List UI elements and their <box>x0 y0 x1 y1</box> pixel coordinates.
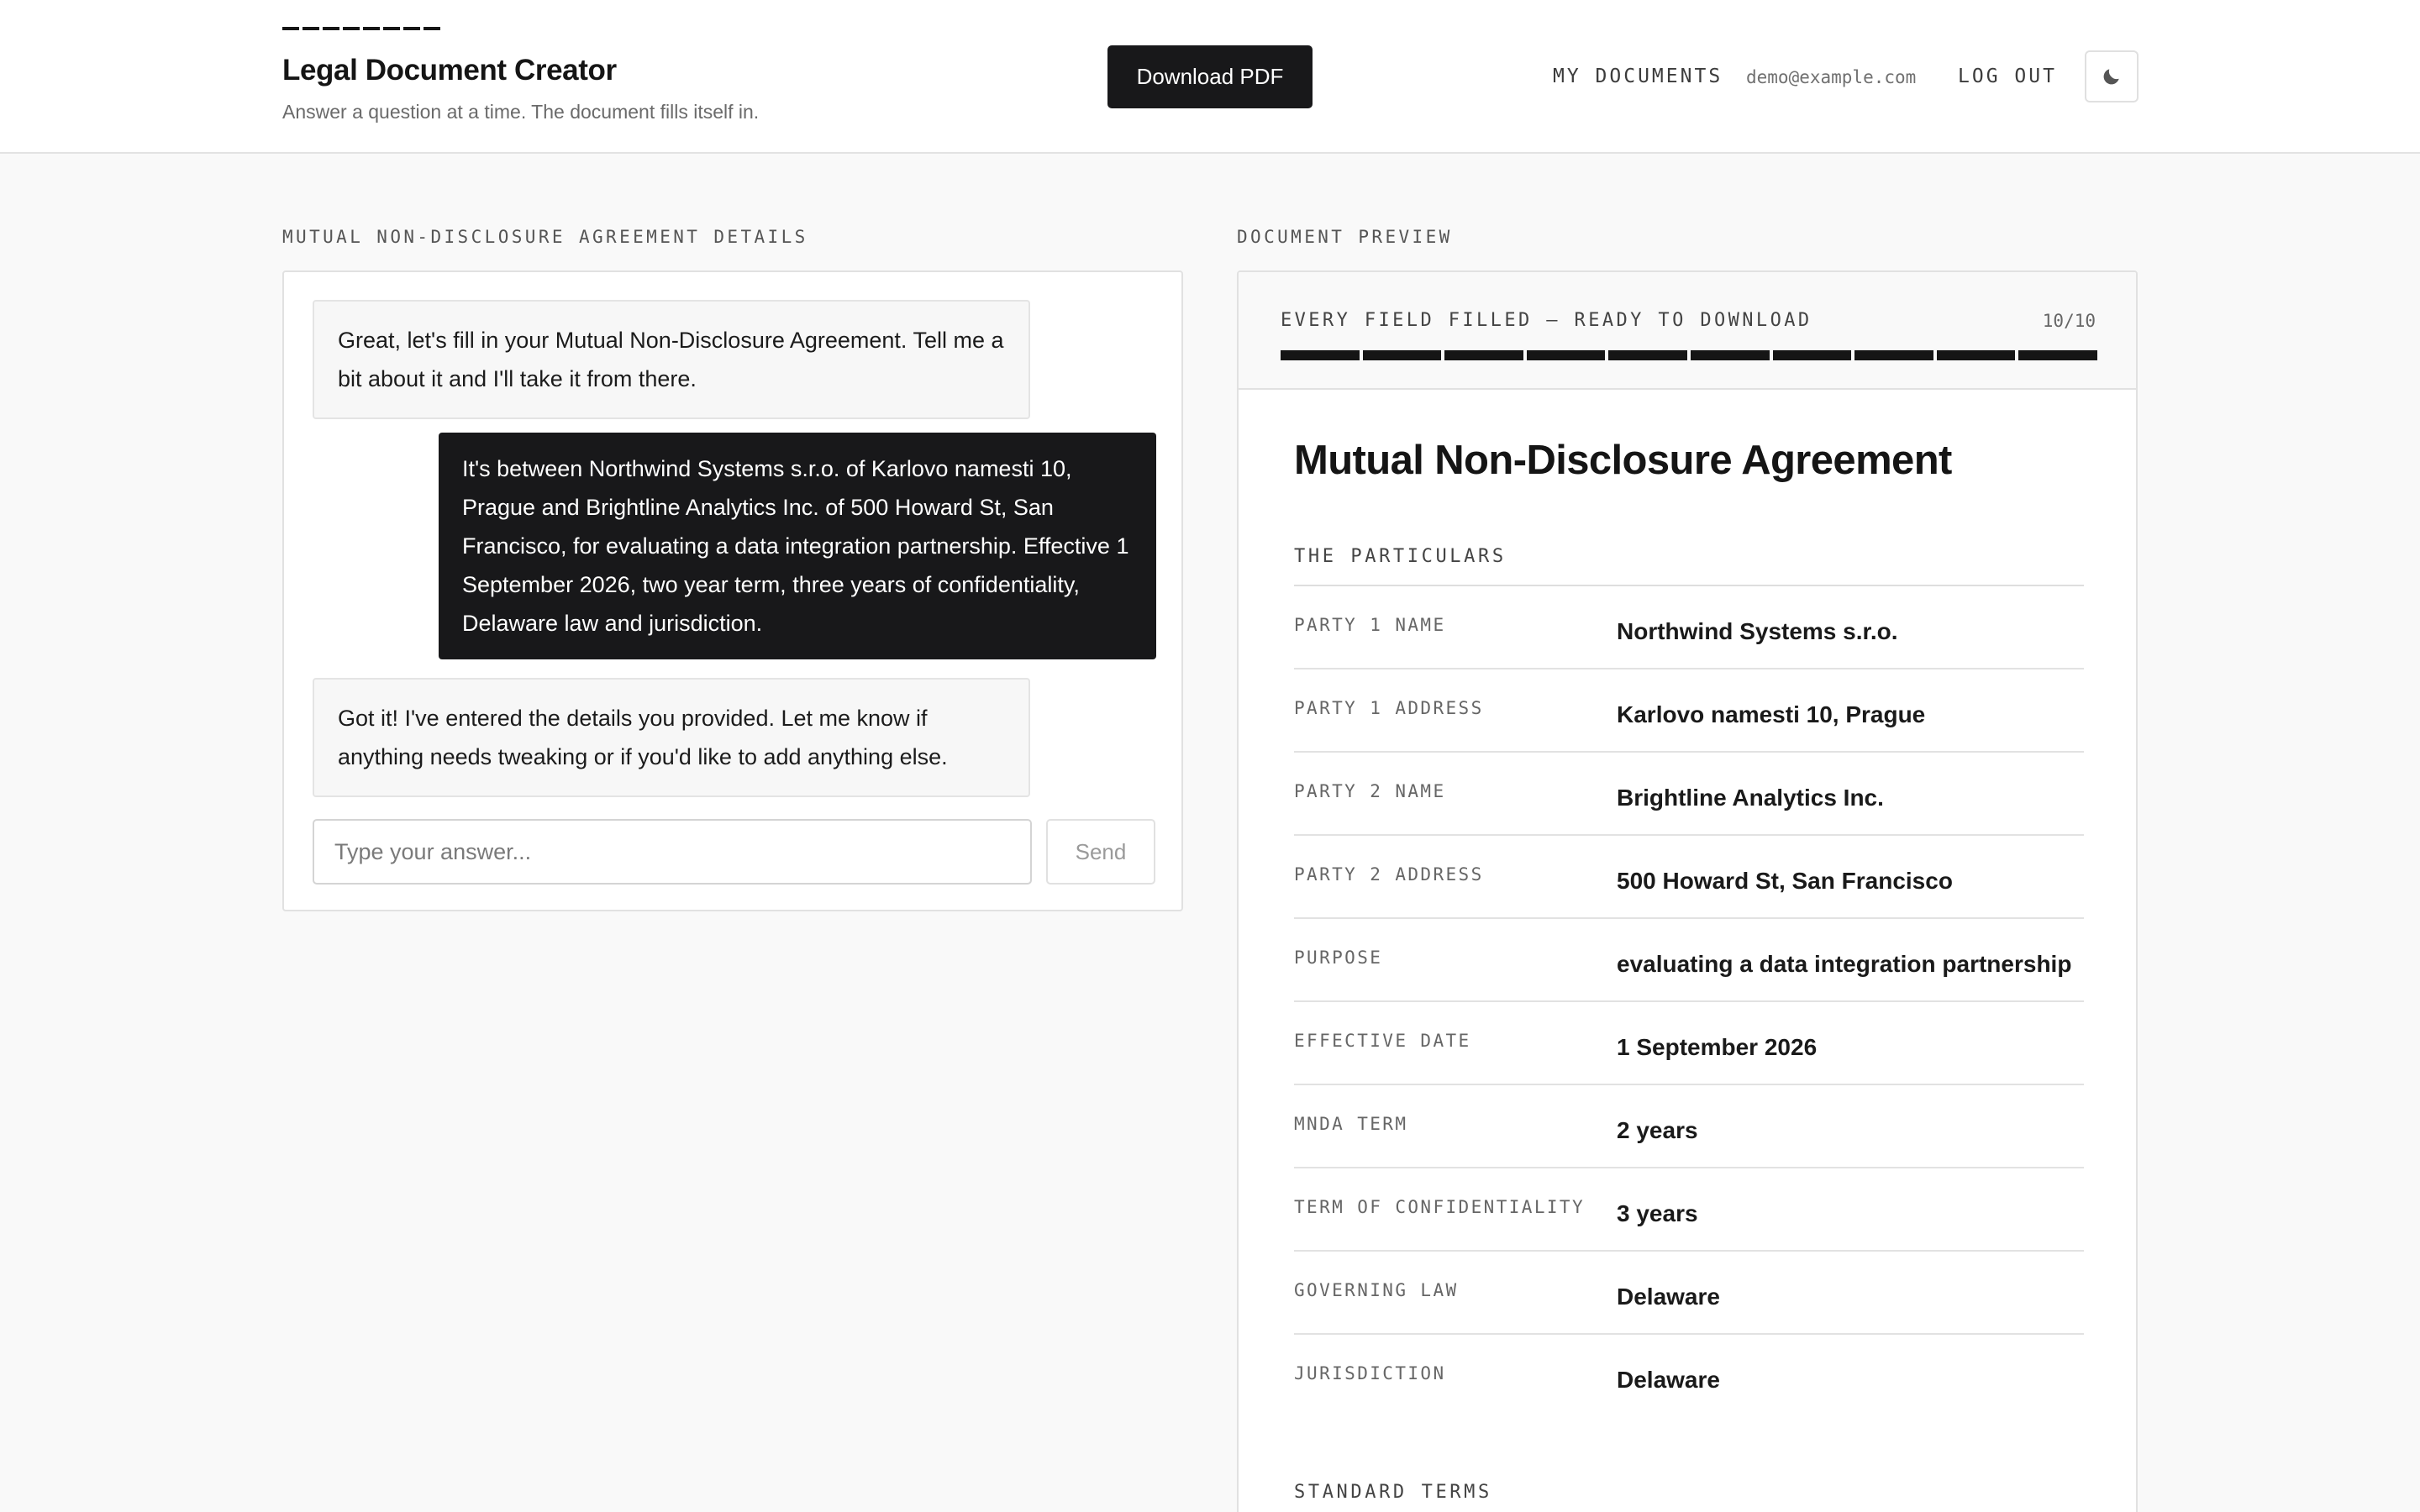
progress-segment <box>1527 350 1606 360</box>
download-pdf-button[interactable]: Download PDF <box>1107 45 1313 108</box>
answer-input[interactable] <box>313 819 1032 885</box>
progress-count: 10/10 <box>2042 311 2096 331</box>
field-value: Delaware <box>1617 1284 1720 1310</box>
field-value: Delaware <box>1617 1367 1720 1393</box>
field-label: PARTY 1 ADDRESS <box>1294 698 1484 718</box>
field-label: PURPOSE <box>1294 948 1383 968</box>
field-label: PARTY 2 ADDRESS <box>1294 864 1484 885</box>
chat-panel <box>282 270 1183 911</box>
document-preview-panel <box>1237 270 2138 1512</box>
app-subtitle: Answer a question at a time. The document fills itself in. <box>282 101 760 123</box>
brand-mark <box>282 27 444 30</box>
progress-header <box>1239 272 2136 390</box>
field-label: TERM OF CONFIDENTIALITY <box>1294 1197 1585 1217</box>
progress-segment <box>1854 350 1933 360</box>
send-button[interactable]: Send <box>1046 819 1155 885</box>
particulars-heading: THE PARTICULARS <box>1294 546 1507 567</box>
app-title: Legal Document Creator <box>282 54 617 87</box>
field-row <box>1294 1252 2084 1335</box>
field-value: Karlovo namesti 10, Prague <box>1617 701 1926 727</box>
field-row <box>1294 919 2084 1002</box>
app-header <box>0 0 2420 154</box>
logout-link[interactable]: LOG OUT <box>1958 66 2057 87</box>
field-value: evaluating a data integration partnership <box>1617 951 2072 977</box>
assistant-message: Got it! I've entered the details you provided. Let me know if anything needs tweaking or if you'd like to add anything else. <box>313 678 1030 797</box>
standard-terms-heading: STANDARD TERMS <box>1294 1482 1492 1503</box>
user-message: It's between Northwind Systems s.r.o. of Karlovo namesti 10, Prague and Brightline Analytics Inc. of 500 Howard St, San Francisco, for evaluating a data integration partnership. Effective 1 September 2026, two year term, three years of confidentiality, Delaware law and jurisdiction. <box>439 433 1156 659</box>
field-value: Northwind Systems s.r.o. <box>1617 618 1898 644</box>
moon-icon <box>2101 66 2123 87</box>
progress-segment <box>1363 350 1442 360</box>
field-row <box>1294 1085 2084 1168</box>
user-email: demo@example.com <box>1746 67 1917 87</box>
field-label: PARTY 1 NAME <box>1294 615 1446 635</box>
assistant-message: Great, let's fill in your Mutual Non-Disclosure Agreement. Tell me a bit about it and I'll take it from there. <box>313 300 1030 419</box>
progress-segment <box>1608 350 1687 360</box>
chat-section-label: MUTUAL NON-DISCLOSURE AGREEMENT DETAILS <box>282 227 808 247</box>
field-label: EFFECTIVE DATE <box>1294 1031 1471 1051</box>
progress-segment <box>1691 350 1770 360</box>
particulars-list <box>1294 586 2084 1418</box>
field-row <box>1294 836 2084 919</box>
field-row <box>1294 669 2084 753</box>
my-documents-link[interactable]: MY DOCUMENTS <box>1553 66 1723 87</box>
progress-segment <box>2018 350 2097 360</box>
field-row <box>1294 753 2084 836</box>
progress-segment <box>1281 350 1360 360</box>
field-row <box>1294 1168 2084 1252</box>
document-title: Mutual Non-Disclosure Agreement <box>1294 438 1952 483</box>
field-label: MNDA TERM <box>1294 1114 1408 1134</box>
preview-section-label: DOCUMENT PREVIEW <box>1237 227 1453 247</box>
field-label: JURISDICTION <box>1294 1363 1446 1383</box>
progress-segment <box>1773 350 1852 360</box>
field-value: 3 years <box>1617 1200 1698 1226</box>
progress-segment <box>1444 350 1523 360</box>
field-value: Brightline Analytics Inc. <box>1617 785 1884 811</box>
field-row <box>1294 586 2084 669</box>
progress-status: EVERY FIELD FILLED — READY TO DOWNLOAD <box>1281 310 1812 331</box>
field-row <box>1294 1002 2084 1085</box>
theme-toggle-button[interactable] <box>2085 50 2139 102</box>
field-label: PARTY 2 NAME <box>1294 781 1446 801</box>
field-label: GOVERNING LAW <box>1294 1280 1459 1300</box>
field-value: 2 years <box>1617 1117 1698 1143</box>
field-value: 1 September 2026 <box>1617 1034 1818 1060</box>
field-value: 500 Howard St, San Francisco <box>1617 868 1953 894</box>
field-row <box>1294 1335 2084 1418</box>
progress-segment <box>1937 350 2016 360</box>
progress-bar <box>1281 350 2097 360</box>
